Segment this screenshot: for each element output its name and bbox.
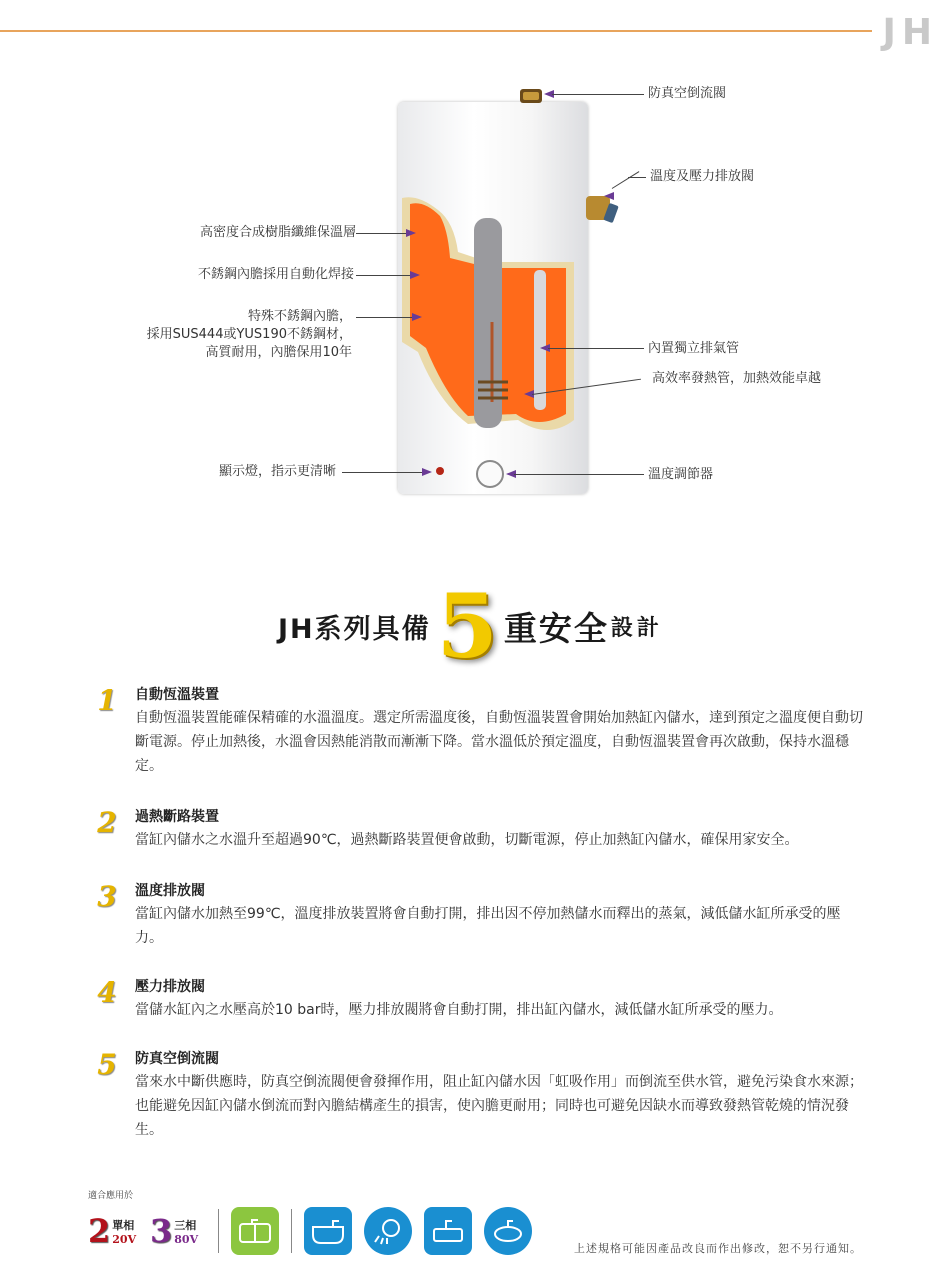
- headline: [278, 574, 663, 678]
- callout-temp-pressure-valve: 溫度及壓力排放閥: [650, 169, 755, 184]
- callout-vent-pipe: 內置獨立排氣管: [648, 341, 740, 356]
- brand-logo: JH: [882, 12, 938, 53]
- feature-title: 自動恆溫裝置: [135, 687, 219, 703]
- indicator-light: [436, 467, 444, 475]
- callout-line: [356, 275, 410, 276]
- application-icons: [88, 1204, 538, 1258]
- feature-desc: 當缸內儲水加熱至99℃，溫度排放裝置將會自動打開，排出因不停加熱儲水而釋出的蒸氣，減低儲水缸所承受的壓力。: [135, 906, 841, 946]
- feature-number: 2: [97, 806, 117, 839]
- single-phase-badge: 2 單相 20V: [88, 1212, 137, 1250]
- round-basin-icon: [484, 1207, 532, 1255]
- callout-heating-tube: 高效率發熱管，加熱效能卓越: [652, 371, 822, 386]
- callout-insulation: 高密度合成樹脂纖維保溫層: [199, 225, 356, 240]
- cutaway-illustration: [398, 102, 588, 494]
- feature-title: 過熱斷路裝置: [135, 809, 219, 825]
- water-heater-body: [398, 102, 588, 494]
- disclaimer-text: 上述規格可能因產品改良而作出修改，恕不另行通知。: [574, 1242, 862, 1255]
- callout-line: [356, 317, 412, 318]
- shower-head-icon: [364, 1207, 412, 1255]
- feature-desc: 自動恆溫裝置能確保精確的水溫溫度。選定所需溫度後，自動恆溫裝置會開始加熱缸內儲水，達到預定之溫度便自動切斷電源。停止加熱後，水溫會因熱能消散而漸漸下降。當水溫低於預定溫度，自動恆溫裝置會再次啟動，保持水溫穩定。: [135, 710, 863, 774]
- feature-desc: 當來水中斷供應時，防真空倒流閥便會發揮作用，阻止缸內儲水因「虹吸作用」而倒流至供水管，避免污染食水來源；也能避免因缸內儲水倒流而對內膽結構產生的損害，使內膽更耐用；同時也可避免因缺水而導致發熱管乾燒的情況發生。: [135, 1074, 863, 1138]
- callout-line: [514, 474, 644, 475]
- headline-part2: 重安全: [503, 608, 609, 648]
- headline-part1: JH系列具備: [278, 613, 431, 645]
- feature-number: 3: [97, 880, 117, 913]
- kitchen-sink-icon: [231, 1207, 279, 1255]
- feature-desc: 當缸內儲水之水溫升至超過90℃，過熱斷路裝置便會啟動，切斷電源，停止加熱缸內儲水，確保用家安全。: [135, 832, 799, 848]
- callout-thermostat: 溫度調節器: [648, 467, 714, 482]
- feature-number: 4: [97, 976, 117, 1009]
- callout-welding: 不銹鋼內膽採用自動化焊接: [197, 267, 354, 282]
- bathtub-icon: [304, 1207, 352, 1255]
- feature-title: 壓力排放閥: [135, 979, 205, 995]
- wash-basin-icon: [424, 1207, 472, 1255]
- callout-line: [342, 472, 422, 473]
- applicable-label: 適合應用於: [88, 1191, 134, 1201]
- arrow-icon: [604, 192, 614, 200]
- feature-number: 5: [97, 1048, 117, 1081]
- arrow-icon: [406, 229, 416, 237]
- thermostat-knob: [476, 460, 504, 488]
- callout-line: [548, 348, 644, 349]
- callout-line: [612, 171, 640, 189]
- callout-indicator: 顯示燈，指示更清晰: [218, 464, 336, 479]
- feature-title: 防真空倒流閥: [135, 1051, 219, 1067]
- callout-anti-vacuum-valve: 防真空倒流閥: [648, 86, 727, 101]
- callout-line: [356, 233, 406, 234]
- arrow-icon: [412, 313, 422, 321]
- callout-line: [628, 177, 646, 178]
- headline-part3: 設計: [610, 615, 663, 641]
- headline-number: 5: [436, 574, 498, 678]
- feature-number: 1: [97, 684, 117, 717]
- arrow-icon: [422, 468, 432, 476]
- callout-tank: 特殊不銹鋼內膽， 採用SUS444或YUS190不銹鋼材， 高質耐用，內膽保用10年: [146, 309, 352, 360]
- divider: [218, 1209, 219, 1253]
- feature-desc: 當儲水缸內之水壓高於10 bar時，壓力排放閥將會自動打開，排出缸內儲水，減低儲水缸所承受的壓力。: [135, 1002, 783, 1018]
- divider: [291, 1209, 292, 1253]
- callout-line: [552, 94, 644, 95]
- header-rule: [0, 30, 872, 32]
- feature-title: 溫度排放閥: [135, 883, 205, 899]
- anti-vacuum-valve-part: [520, 89, 542, 103]
- three-phase-badge: 3 三相 80V: [150, 1212, 199, 1250]
- arrow-icon: [410, 271, 420, 279]
